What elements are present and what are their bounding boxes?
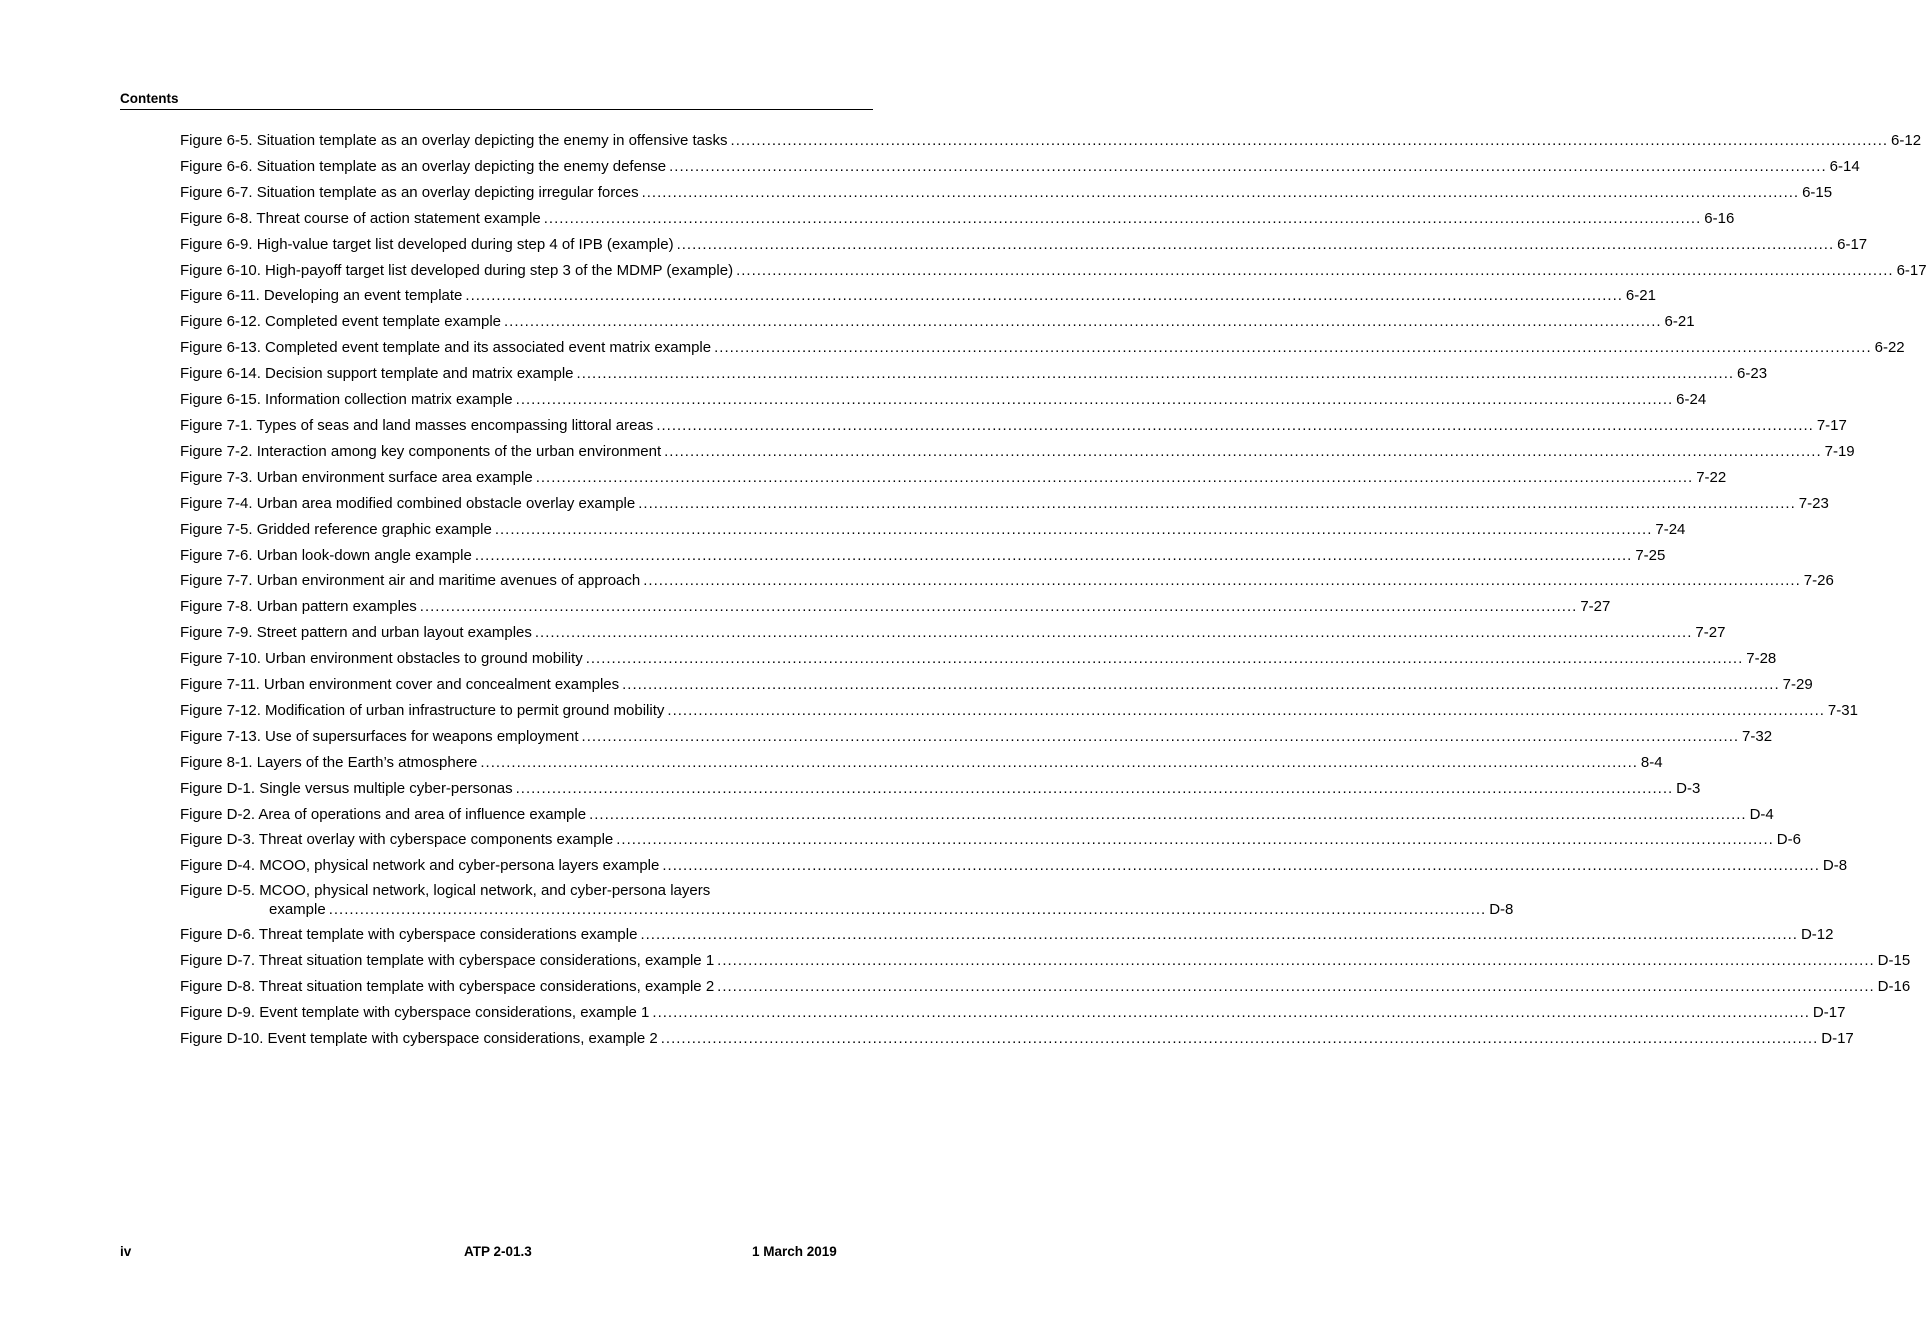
toc-entry-label: Figure 6-5. Situation template as an overlay depicting the enemy in offensive tasks xyxy=(180,132,728,149)
toc-entry[interactable] xyxy=(180,776,1701,802)
toc-entry-label: Figure D-4. MCOO, physical network and cyber-persona layers example xyxy=(180,857,660,875)
toc-entry-page: D-8 xyxy=(1489,901,1514,919)
toc-entry-label: Figure 7-2. Interaction among key components of the urban environment xyxy=(180,442,662,460)
leader-dots xyxy=(475,543,1633,569)
toc-entry-page: 6-14 xyxy=(1829,157,1860,175)
toc-entry-label: Figure 8-1. Layers of the Earth’s atmosphere xyxy=(180,753,478,771)
toc-entry-page: D-16 xyxy=(1877,978,1911,996)
toc-entry[interactable] xyxy=(180,258,1927,284)
toc-entry-page: 7-27 xyxy=(1695,624,1726,642)
toc-entry-page: D-15 xyxy=(1877,952,1911,970)
toc-entry[interactable] xyxy=(180,361,1768,387)
leader-dots xyxy=(420,594,1578,620)
leader-dots xyxy=(731,128,1889,154)
toc-entry-page: 7-29 xyxy=(1782,676,1813,694)
toc-entry-label: Figure D-10. Event template with cyberspace considerations, example 2 xyxy=(180,1029,658,1047)
toc-entry-label: Figure 6-15. Information collection matrix example xyxy=(180,391,513,409)
leader-dots xyxy=(544,206,1702,232)
toc-entry[interactable] xyxy=(180,413,1847,439)
toc-entry-label: Figure D-2. Area of operations and area of influence example xyxy=(180,805,587,823)
toc-entry-label: Figure 7-1. Types of seas and land masses encompassing littoral areas xyxy=(180,416,654,434)
toc-entry[interactable] xyxy=(180,543,1666,569)
toc-entry[interactable] xyxy=(180,827,1801,853)
toc-entry[interactable] xyxy=(180,1000,1846,1026)
leader-dots xyxy=(516,387,1674,413)
leader-dots xyxy=(661,1026,1819,1052)
leader-dots xyxy=(329,900,1487,919)
leader-dots xyxy=(652,1000,1810,1026)
toc-entry-page: 8-4 xyxy=(1640,753,1663,771)
toc-entry-page: 7-17 xyxy=(1816,416,1847,434)
leader-dots xyxy=(656,413,1814,439)
leader-dots xyxy=(516,776,1674,802)
toc-entry[interactable] xyxy=(180,491,1829,517)
toc-entry-page: D-3 xyxy=(1676,779,1701,797)
leader-dots xyxy=(642,180,1800,206)
toc-entry-label: Figure 7-11. Urban environment cover and concealment examples xyxy=(180,676,620,694)
toc-entry-label: Figure D-7. Threat situation template with cyberspace considerations, example 1 xyxy=(180,952,715,970)
toc-entry[interactable] xyxy=(180,439,1855,465)
section-title: Contents xyxy=(120,91,179,106)
toc-entry-page: 6-16 xyxy=(1704,209,1735,227)
toc-entry[interactable] xyxy=(180,387,1707,413)
toc-entry-page: 7-23 xyxy=(1798,494,1829,512)
toc-entry[interactable] xyxy=(180,724,1773,750)
toc-entry[interactable] xyxy=(180,948,1911,974)
toc-entry-page: 6-12 xyxy=(1891,132,1922,149)
toc-entry[interactable] xyxy=(180,335,1905,361)
leader-dots xyxy=(677,232,1835,258)
leader-dots xyxy=(536,465,1694,491)
toc-entry[interactable] xyxy=(180,309,1695,335)
toc-entry[interactable] xyxy=(180,517,1686,543)
toc-entry-label-continued: example xyxy=(269,901,326,919)
toc-entry-label: Figure 7-10. Urban environment obstacles to ground mobility xyxy=(180,650,583,668)
toc-entry-label: Figure 6-11. Developing an event template xyxy=(180,287,463,305)
list-of-figures xyxy=(180,128,1927,1052)
publication-date: 1 March 2019 xyxy=(752,1244,837,1259)
toc-entry[interactable] xyxy=(180,750,1663,776)
toc-entry[interactable] xyxy=(180,646,1777,672)
leader-dots xyxy=(638,491,1796,517)
leader-dots xyxy=(717,974,1875,1000)
toc-entry-label: Figure D-6. Threat template with cyberspace considerations example xyxy=(180,926,638,944)
leader-dots xyxy=(465,283,1623,309)
leader-dots xyxy=(640,922,1798,948)
page-number: iv xyxy=(120,1244,132,1259)
publication-id: ATP 2-01.3 xyxy=(464,1244,532,1259)
leader-dots xyxy=(662,853,1820,879)
toc-entry-page: D-17 xyxy=(1821,1029,1854,1047)
toc-entry-label: Figure 7-9. Street pattern and urban layout examples xyxy=(180,624,532,642)
toc-entry-page: 7-31 xyxy=(1827,701,1858,719)
toc-entry-label: Figure 6-7. Situation template as an overlay depicting irregular forces xyxy=(180,183,639,201)
toc-entry-page: D-6 xyxy=(1776,831,1801,849)
leader-dots xyxy=(664,439,1822,465)
leader-dots xyxy=(495,517,1653,543)
toc-entry-page: 6-22 xyxy=(1874,339,1905,357)
toc-entry[interactable] xyxy=(180,180,1833,206)
leader-dots xyxy=(667,698,1825,724)
toc-entry-label: Figure 7-4. Urban area modified combined obstacle overlay example xyxy=(180,494,636,512)
toc-entry-label: Figure D-3. Threat overlay with cyberspace components example xyxy=(180,831,614,849)
leader-dots xyxy=(714,335,1872,361)
leader-dots xyxy=(736,258,1894,284)
toc-entry-label: Figure D-8. Threat situation template with cyberspace considerations, example 2 xyxy=(180,978,715,996)
leader-dots xyxy=(669,154,1827,180)
toc-entry-page: 6-21 xyxy=(1664,313,1695,331)
toc-entry-page: 7-26 xyxy=(1803,572,1834,590)
toc-entry-label: Figure 6-9. High-value target list developed during step 4 of IPB (example) xyxy=(180,235,674,253)
leader-dots xyxy=(616,827,1774,853)
toc-entry-page: D-12 xyxy=(1800,926,1834,944)
page-header xyxy=(120,91,873,110)
toc-entry-label: Figure 6-13. Completed event template and its associated event matrix example xyxy=(180,339,712,357)
toc-entry[interactable] xyxy=(180,283,1656,309)
toc-entry[interactable] xyxy=(180,974,1911,1000)
leader-dots xyxy=(582,724,1740,750)
toc-entry[interactable] xyxy=(180,672,1813,698)
toc-entry-label: Figure 7-12. Modification of urban infrastructure to permit ground mobility xyxy=(180,701,665,719)
toc-entry[interactable] xyxy=(180,922,1834,948)
toc-entry-page: 7-28 xyxy=(1746,650,1777,668)
leader-dots xyxy=(589,802,1747,828)
toc-entry-page: D-8 xyxy=(1822,857,1848,875)
toc-entry-label: Figure 7-6. Urban look-down angle example xyxy=(180,546,472,564)
toc-entry-page: 7-27 xyxy=(1580,598,1611,616)
toc-entry-page: 6-23 xyxy=(1737,365,1768,383)
toc-entry-page: D-17 xyxy=(1812,1004,1846,1021)
toc-entry[interactable] xyxy=(180,620,1726,646)
toc-entry-label: Figure 6-6. Situation template as an overlay depicting the enemy defense xyxy=(180,157,667,175)
toc-entry[interactable] xyxy=(180,802,1774,828)
leader-dots xyxy=(480,750,1638,776)
toc-entry-page: 6-21 xyxy=(1625,287,1656,305)
toc-entry-page: 7-22 xyxy=(1696,468,1727,486)
toc-entry[interactable] xyxy=(180,1026,1854,1052)
toc-entry-label: Figure 6-12. Completed event template example xyxy=(180,313,502,331)
leader-dots xyxy=(717,948,1875,974)
toc-entry[interactable] xyxy=(180,594,1611,620)
leader-dots xyxy=(586,646,1744,672)
leader-dots xyxy=(504,309,1662,335)
toc-entry-page: 7-24 xyxy=(1655,520,1686,538)
toc-entry-page: 7-19 xyxy=(1824,442,1855,460)
toc-entry-label: Figure 6-14. Decision support template and matrix example xyxy=(180,365,574,383)
toc-entry-label: Figure 6-10. High-payoff target list developed during step 3 of the MDMP (example) xyxy=(180,261,734,279)
toc-entry-label: Figure 7-5. Gridded reference graphic example xyxy=(180,520,492,538)
toc-entry[interactable] xyxy=(180,568,1834,594)
toc-entry-page: 6-15 xyxy=(1802,183,1833,201)
leader-dots xyxy=(577,361,1735,387)
toc-entry-label: Figure 7-3. Urban environment surface area example xyxy=(180,468,533,486)
toc-entry-label: Figure D-1. Single versus multiple cyber-personas xyxy=(180,779,513,797)
toc-entry-page: 6-17 xyxy=(1837,235,1868,253)
leader-dots xyxy=(622,672,1780,698)
leader-dots xyxy=(643,568,1801,594)
toc-entry-label: Figure D-5. MCOO, physical network, logical network, and cyber-persona layers xyxy=(180,882,711,900)
toc-entry[interactable] xyxy=(180,698,1858,724)
toc-entry-label: Figure 7-13. Use of supersurfaces for weapons employment xyxy=(180,727,579,745)
toc-entry-label: Figure 6-8. Threat course of action statement example xyxy=(180,209,541,227)
toc-entry[interactable] xyxy=(180,853,1848,879)
toc-entry[interactable] xyxy=(180,128,1922,154)
toc-entry-page: 7-32 xyxy=(1742,727,1773,745)
toc-entry[interactable] xyxy=(180,206,1735,232)
toc-entry-label: Figure 7-7. Urban environment air and maritime avenues of approach xyxy=(180,572,641,590)
toc-entry-label: Figure D-9. Event template with cyberspace considerations, example 1 xyxy=(180,1004,650,1021)
toc-entry-page: 6-17 xyxy=(1896,261,1927,279)
toc-entry[interactable] xyxy=(180,154,1860,180)
toc-entry-page: 6-24 xyxy=(1676,391,1707,409)
toc-entry-label: Figure 7-8. Urban pattern examples xyxy=(180,598,417,616)
toc-entry-page: D-4 xyxy=(1749,805,1774,823)
leader-dots xyxy=(535,620,1693,646)
toc-entry[interactable] xyxy=(180,232,1868,258)
toc-entry[interactable] xyxy=(180,879,1514,922)
toc-entry-page: 7-25 xyxy=(1635,546,1666,564)
toc-entry[interactable] xyxy=(180,465,1727,491)
